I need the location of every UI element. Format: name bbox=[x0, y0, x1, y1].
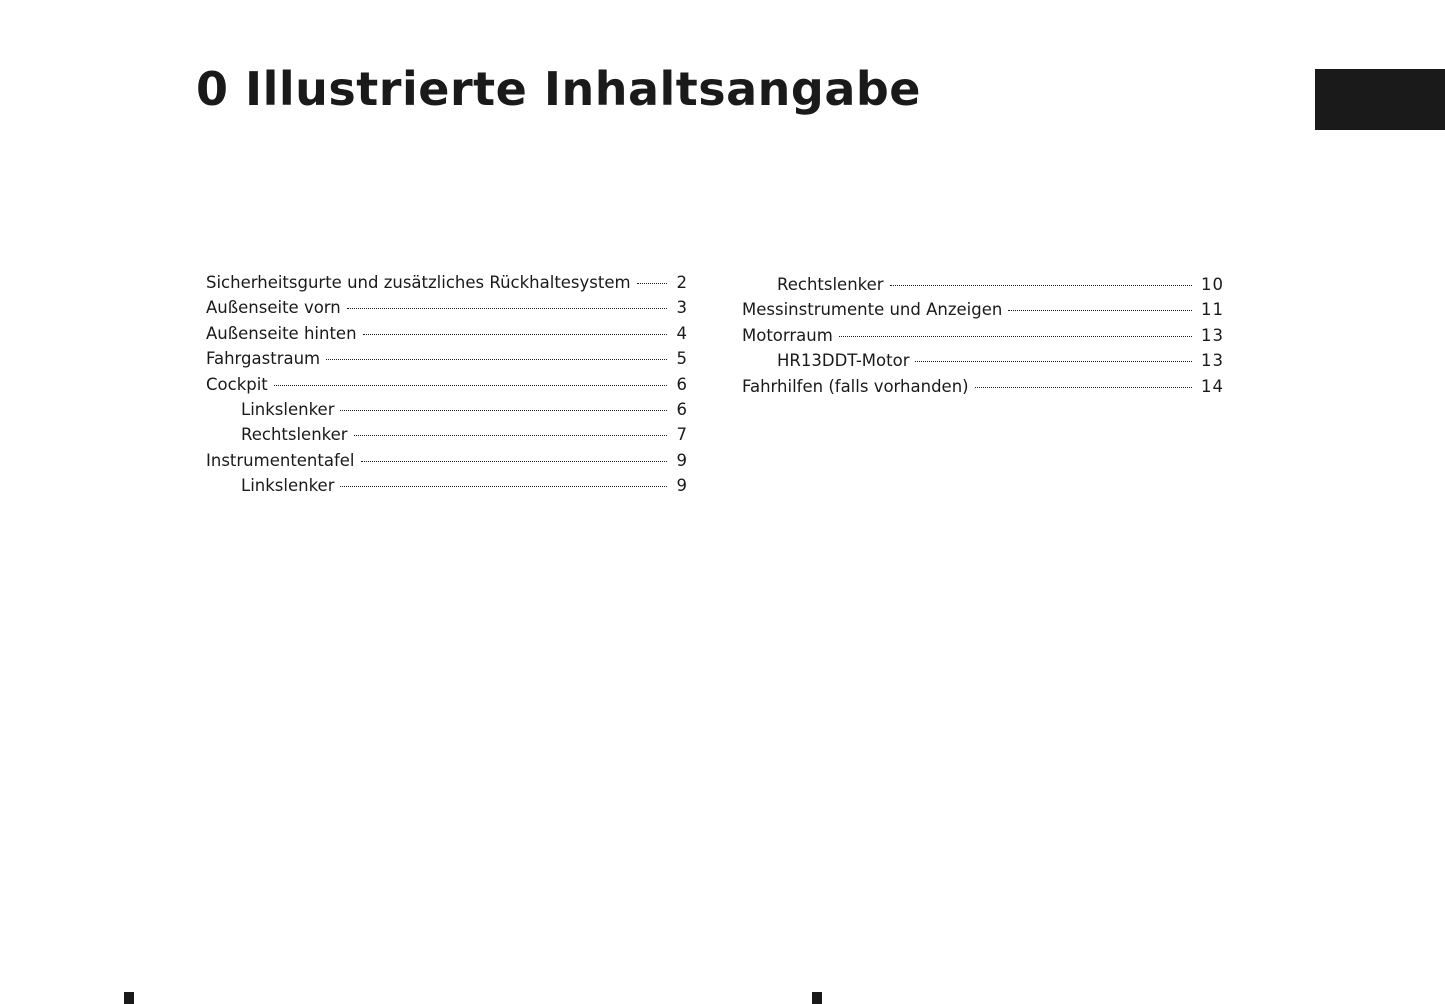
toc-entry-page: 2 bbox=[676, 273, 688, 292]
toc-entry-page: 14 bbox=[1201, 376, 1224, 396]
toc-entry-page: 11 bbox=[1201, 300, 1224, 320]
toc-column-left bbox=[206, 270, 688, 499]
toc-entry-page: 4 bbox=[676, 323, 688, 343]
toc-entry-page: 9 bbox=[676, 476, 688, 496]
toc-subentry[interactable] bbox=[206, 473, 688, 498]
toc-entry-label: Messinstrumente und Anzeigen bbox=[742, 300, 1003, 320]
crop-mark-left bbox=[124, 992, 134, 1004]
toc-entry-page: 13 bbox=[1201, 351, 1224, 371]
toc-dot-leader bbox=[915, 361, 1192, 362]
toc-entry-label: Rechtslenker bbox=[777, 275, 884, 294]
toc-dot-leader bbox=[839, 336, 1192, 337]
toc-entry[interactable] bbox=[742, 374, 1224, 399]
toc-dot-leader bbox=[890, 285, 1192, 286]
toc-entry-page: 6 bbox=[676, 374, 688, 394]
toc-entry-page: 6 bbox=[676, 399, 688, 419]
toc-dot-leader bbox=[326, 359, 667, 360]
toc-entry[interactable] bbox=[206, 295, 688, 320]
chapter-tab-marker bbox=[1315, 69, 1445, 130]
toc-entry-label: Cockpit bbox=[206, 374, 268, 394]
toc-entry-label: Fahrhilfen (falls vorhanden) bbox=[742, 376, 969, 396]
toc-entry-label: Linkslenker bbox=[241, 399, 335, 419]
toc-subentry[interactable] bbox=[206, 422, 688, 447]
toc-entry-page: 5 bbox=[676, 349, 688, 369]
toc-entry-label: Sicherheitsgurte und zusätzliches Rückhaltesystem bbox=[206, 273, 631, 292]
toc-entry[interactable] bbox=[742, 297, 1224, 322]
toc-entry-label: Instrumententafel bbox=[206, 450, 355, 470]
toc-entry-label: Außenseite hinten bbox=[206, 323, 357, 343]
toc-entry-page: 3 bbox=[676, 298, 688, 318]
toc-dot-leader bbox=[361, 461, 667, 462]
toc-entry[interactable] bbox=[206, 372, 688, 397]
toc-dot-leader bbox=[637, 283, 667, 284]
toc-entry-page: 7 bbox=[676, 425, 688, 445]
toc-dot-leader bbox=[354, 435, 667, 436]
toc-entry-label: Fahrgastraum bbox=[206, 349, 321, 369]
toc-dot-leader bbox=[1008, 310, 1192, 311]
toc-entry[interactable] bbox=[206, 270, 688, 295]
toc-entry-page: 13 bbox=[1201, 325, 1224, 345]
crop-mark-center bbox=[812, 992, 822, 1004]
toc-entry-label: Linkslenker bbox=[241, 476, 335, 496]
chapter-title: 0 Illustrierte Inhaltsangabe bbox=[196, 62, 922, 116]
toc-entry-label: Rechtslenker bbox=[241, 425, 348, 445]
toc-entry-label: Motorraum bbox=[742, 325, 833, 345]
toc-entry[interactable] bbox=[206, 448, 688, 473]
toc-column-right bbox=[742, 272, 1224, 399]
toc-entry[interactable] bbox=[206, 321, 688, 346]
toc-entry-page: 9 bbox=[676, 450, 688, 470]
toc-dot-leader bbox=[975, 387, 1192, 388]
toc-entry[interactable] bbox=[742, 323, 1224, 348]
toc-dot-leader bbox=[340, 410, 667, 411]
toc-subentry[interactable] bbox=[206, 397, 688, 422]
toc-entry-label: HR13DDT-Motor bbox=[777, 351, 910, 371]
toc-entry[interactable] bbox=[206, 346, 688, 371]
toc-dot-leader bbox=[347, 308, 667, 309]
toc-dot-leader bbox=[363, 334, 667, 335]
toc-entry-page: 10 bbox=[1201, 275, 1224, 294]
toc-subentry[interactable] bbox=[742, 272, 1224, 297]
toc-subentry[interactable] bbox=[742, 348, 1224, 373]
toc-dot-leader bbox=[340, 486, 667, 487]
toc-entry-label: Außenseite vorn bbox=[206, 298, 341, 318]
toc-dot-leader bbox=[274, 385, 667, 386]
